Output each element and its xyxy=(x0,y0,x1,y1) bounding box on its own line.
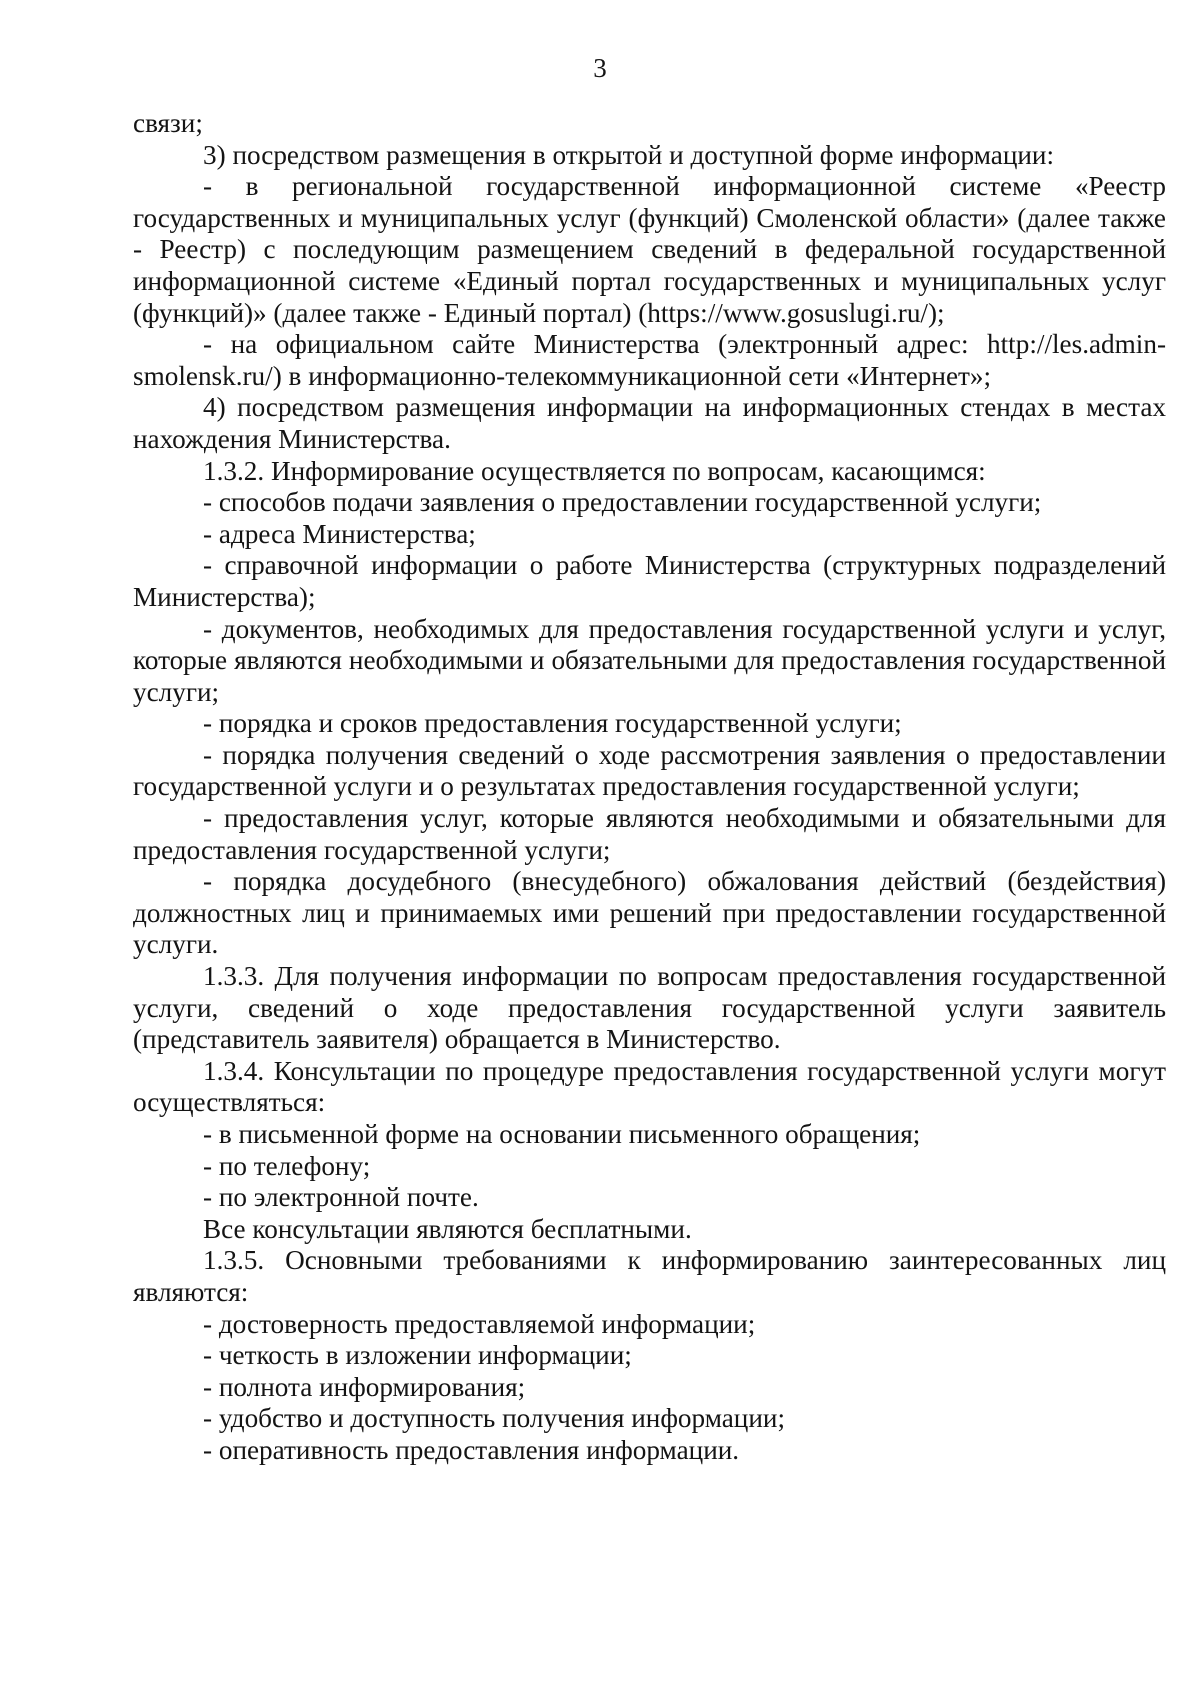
paragraph-1-3-4: 1.3.4. Консультации по процедуре предоставления государственной услуги могут осуществляться: xyxy=(133,1055,1166,1118)
list-item: - порядка получения сведений о ходе рассмотрения заявления о предоставлении государственной услуги и о результатах предоставления государственной услуги; xyxy=(133,739,1166,802)
list-item: - порядка досудебного (внесудебного) обжалования действий (бездействия) должностных лиц и принимаемых ими решений при предоставлении государственной услуги. xyxy=(133,866,1166,960)
list-item: - в письменной форме на основании письменного обращения; xyxy=(203,1119,921,1149)
list-item: - по телефону; xyxy=(203,1150,371,1181)
paragraph-item-3: 3) посредством размещения в открытой и доступной форме информации: xyxy=(203,139,1055,170)
paragraph-1-3-5: 1.3.5. Основными требованиями к информированию заинтересованных лиц являются: xyxy=(133,1245,1166,1307)
list-item: - адреса Министерства; xyxy=(203,518,476,549)
paragraph-official-site: - на официальном сайте Министерства (электронный адрес: http://les.admin-smolensk.ru/) в информационно-телекоммуникационной сети «Интернет»; xyxy=(133,329,1166,391)
list-item: - полнота информирования; xyxy=(203,1371,526,1402)
paragraph-registry: - в региональной государственной информационной системе «Реестр государственных и муниципальных услуг (функций) Смоленской области» (далее также - Реестр) с последующим размещением сведений в федеральной государственной информационной системе «Единый портал государственных и муниципальных услуг (функций)» (далее также - Единый портал) (https://www.gosuslugi.ru/); xyxy=(133,171,1166,328)
paragraph-continuation: связи; xyxy=(133,108,203,138)
list-item: - документов, необходимых для предоставления государственной услуги и услуг, которые являются необходимыми и обязательными для предоставления государственной услуги; xyxy=(133,613,1166,707)
list-item: - способов подачи заявления о предоставлении государственной услуги; xyxy=(203,487,1042,518)
list-item: - по электронной почте. xyxy=(203,1182,479,1213)
list-item: - предоставления услуг, которые являются необходимыми и обязательными для предоставления государственной услуги; xyxy=(133,803,1166,865)
list-item: - четкость в изложении информации; xyxy=(203,1340,632,1371)
document-body xyxy=(133,108,1166,1467)
list-item: - достоверность предоставляемой информации; xyxy=(203,1308,756,1339)
list-item: - порядка и сроков предоставления государственной услуги; xyxy=(203,708,902,739)
paragraph-item-4: 4) посредством размещения информации на информационных стендах в местах нахождения Министерства. xyxy=(133,392,1166,454)
list-item: - справочной информации о работе Министерства (структурных подразделений Министерства); xyxy=(133,550,1166,612)
paragraph-free-consultations: Все консультации являются бесплатными. xyxy=(203,1213,692,1244)
page-number: 3 xyxy=(593,53,607,83)
paragraph-1-3-3: 1.3.3. Для получения информации по вопросам предоставления государственной услуги, сведений о ходе предоставления государственной услуги заявитель (представитель заявителя) обращается в Министерство. xyxy=(133,961,1166,1055)
paragraph-1-3-2: 1.3.2. Информирование осуществляется по вопросам, касающимся: xyxy=(203,455,986,486)
list-item: - оперативность предоставления информации. xyxy=(203,1434,740,1465)
list-item: - удобство и доступность получения информации; xyxy=(203,1403,785,1434)
